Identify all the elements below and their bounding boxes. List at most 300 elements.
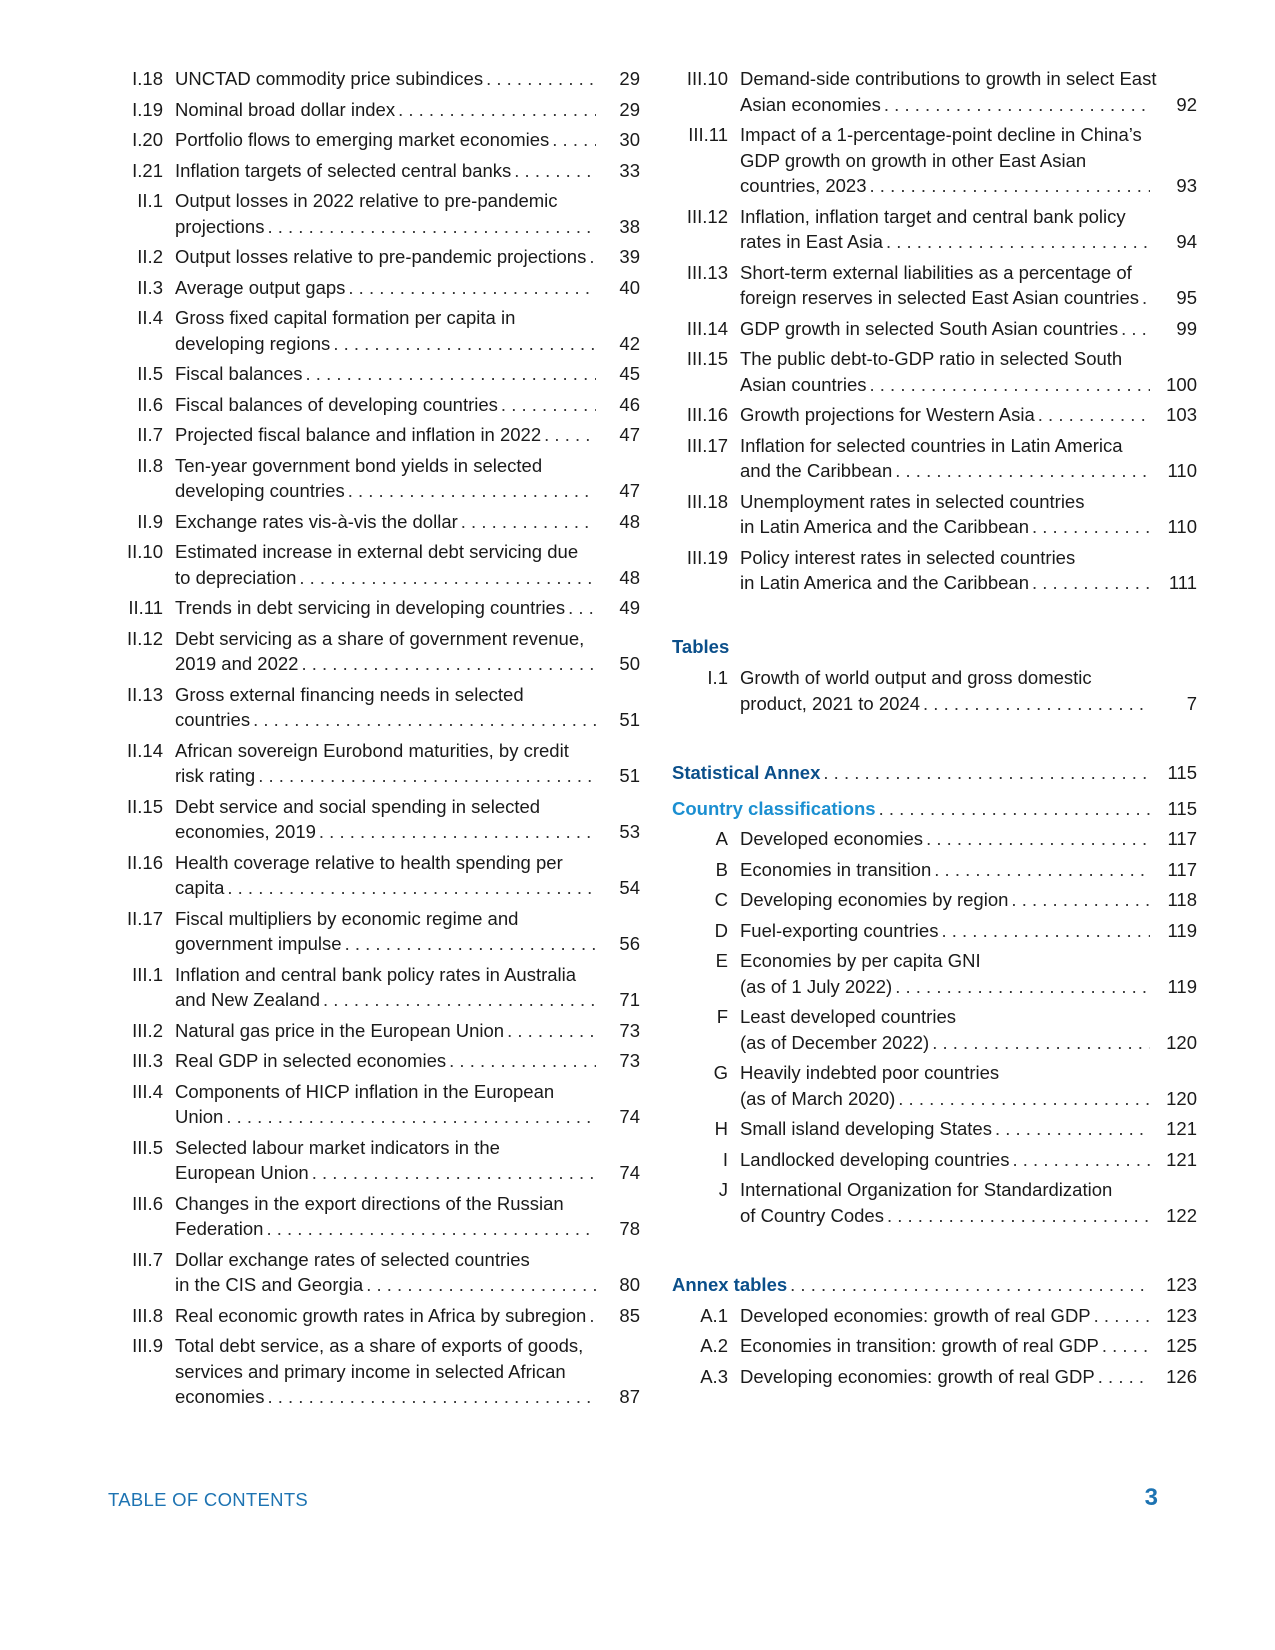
toc-entry[interactable] <box>118 244 640 270</box>
leader-dots <box>298 651 596 677</box>
toc-entry-page: 47 <box>619 424 640 445</box>
toc-entry-page: 29 <box>619 68 640 89</box>
toc-entry[interactable] <box>672 545 1197 596</box>
toc-entry-page: 38 <box>619 215 640 237</box>
toc-entry[interactable] <box>118 1303 640 1329</box>
leader-dots <box>264 1384 596 1410</box>
toc-entry-title: European Union <box>175 1162 309 1183</box>
annex-tables-list <box>672 1303 1197 1390</box>
leader-dots <box>1099 1333 1150 1359</box>
toc-entry-body <box>163 850 640 901</box>
toc-entry-title: Real GDP in selected economies <box>175 1050 447 1071</box>
toc-entry-title: developing regions <box>175 332 331 354</box>
toc-entry-number: A.3 <box>700 1365 728 1387</box>
toc-entry[interactable] <box>118 962 640 1013</box>
leader-dots <box>1035 402 1150 428</box>
toc-entry-page: 50 <box>619 653 640 674</box>
toc-entry[interactable] <box>672 887 1197 913</box>
toc-entry-body <box>163 453 640 504</box>
footer-section-label: TABLE OF CONTENTS <box>108 1489 309 1510</box>
toc-entry-last-line <box>740 285 1197 311</box>
toc-entry-number: C <box>714 889 728 910</box>
toc-entry[interactable] <box>118 1247 640 1298</box>
toc-entry-page: 73 <box>619 1019 640 1041</box>
toc-entry[interactable] <box>672 1060 1197 1111</box>
toc-entry[interactable] <box>672 204 1197 255</box>
toc-entry-number: A.1 <box>700 1304 728 1326</box>
toc-entry-body <box>728 918 1197 944</box>
toc-entry-page: 73 <box>619 1050 640 1071</box>
toc-entry-title: product, 2021 to 2024 <box>740 692 921 714</box>
leader-dots <box>929 1030 1150 1056</box>
toc-entry-page: 92 <box>1176 93 1197 115</box>
toc-entry-title: Asian countries <box>740 373 867 395</box>
toc-entry-number: II.3 <box>137 276 163 298</box>
toc-entry-page: 74 <box>619 1162 640 1183</box>
leader-dots <box>395 97 596 123</box>
toc-entry-body <box>163 158 640 184</box>
toc-entry-page: 120 <box>1166 1087 1197 1109</box>
toc-entry-body <box>728 346 1197 397</box>
leader-dots <box>1029 514 1150 540</box>
toc-entry-title: Fuel-exporting countries <box>740 919 939 941</box>
toc-entry[interactable] <box>118 392 640 418</box>
toc-entry[interactable] <box>672 857 1197 883</box>
toc-entry[interactable] <box>672 826 1197 852</box>
toc-entry[interactable] <box>118 906 640 957</box>
toc-entry-title: Exchange rates vis-à-vis the dollar <box>175 510 458 532</box>
toc-entry-title-line: Inflation for selected countries in Latin America <box>740 434 1123 456</box>
toc-entry-title: Projected fiscal balance and inflation in 2022 <box>175 424 542 445</box>
leader-dots <box>345 275 596 301</box>
toc-entry-last-line <box>175 392 640 418</box>
toc-entry-last-line <box>175 707 640 733</box>
toc-entry-title: Average output gaps <box>175 276 346 298</box>
toc-entry-page: 119 <box>1167 919 1197 941</box>
toc-entry[interactable] <box>118 453 640 504</box>
toc-entry[interactable] <box>672 948 1197 999</box>
toc-entry-number: II.10 <box>127 541 163 562</box>
toc-entry[interactable] <box>672 1303 1197 1329</box>
toc-entry[interactable] <box>118 127 640 153</box>
toc-entry-page: 94 <box>1176 231 1197 252</box>
toc-entry-title-line: services and primary income in selected African <box>175 1360 566 1382</box>
toc-entry[interactable] <box>118 850 640 901</box>
toc-entry-page: 29 <box>619 98 640 120</box>
toc-entry[interactable] <box>118 1018 640 1044</box>
toc-entry-last-line <box>740 691 1197 717</box>
toc-entry[interactable] <box>118 1333 640 1410</box>
leader-dots <box>884 1203 1150 1229</box>
toc-entry-number: D <box>714 919 728 941</box>
toc-entry[interactable] <box>672 346 1197 397</box>
toc-entry-body <box>728 316 1197 342</box>
leader-dots <box>1095 1364 1150 1390</box>
toc-entry-last-line <box>175 361 640 387</box>
toc-entry[interactable] <box>118 97 640 123</box>
toc-entry-title-line: Selected labour market indicators in the <box>175 1136 500 1158</box>
country-classifications-label: Country classifications <box>672 797 876 819</box>
toc-entry-body <box>728 545 1197 596</box>
toc-entry-page: 45 <box>619 363 640 384</box>
toc-entry-body <box>728 204 1197 255</box>
toc-entry-number: II.4 <box>137 307 163 328</box>
toc-entry[interactable] <box>118 158 640 184</box>
toc-entry-title: Fiscal balances <box>175 363 303 384</box>
toc-entry-title: and the Caribbean <box>740 460 893 481</box>
toc-entry-title: and New Zealand <box>175 989 321 1010</box>
toc-entry[interactable] <box>672 1147 1197 1173</box>
toc-entry-number: E <box>715 950 728 971</box>
toc-entry-last-line <box>175 1048 640 1074</box>
toc-entry-last-line <box>740 92 1197 118</box>
toc-entry-body <box>728 857 1197 883</box>
leader-dots <box>586 244 596 270</box>
toc-entry-title-line: Fiscal multipliers by economic regime and <box>175 907 519 929</box>
toc-entry[interactable] <box>672 1116 1197 1142</box>
toc-entry-title-line: Heavily indebted poor countries <box>740 1062 1000 1083</box>
toc-entry-body <box>728 260 1197 311</box>
toc-entry-last-line <box>740 1086 1197 1112</box>
leader-dots <box>309 1160 596 1186</box>
tables-heading[interactable] <box>672 634 1197 660</box>
toc-entry-body <box>163 1191 640 1242</box>
toc-entry-title: Real economic growth rates in Africa by subregion <box>175 1304 587 1326</box>
toc-entry[interactable] <box>672 316 1197 342</box>
toc-entry-last-line <box>740 173 1197 199</box>
toc-entry-number: III.12 <box>686 205 728 227</box>
toc-entry-body <box>728 433 1197 484</box>
leader-dots <box>866 372 1150 398</box>
toc-entry-title: Developed economies <box>740 828 924 849</box>
toc-entry-title: Union <box>175 1106 224 1127</box>
toc-entry[interactable] <box>672 66 1197 117</box>
toc-entry-last-line <box>175 1384 640 1410</box>
toc-entry-number: II.2 <box>137 246 163 267</box>
toc-entry-body <box>163 305 640 356</box>
toc-entry-body <box>728 1060 1197 1111</box>
toc-entry[interactable] <box>672 433 1197 484</box>
toc-entry-page: 103 <box>1166 404 1197 425</box>
toc-entry-last-line <box>740 402 1197 428</box>
annex-tables-heading[interactable] <box>672 1272 1197 1298</box>
toc-entry-body <box>163 1048 640 1074</box>
toc-entry[interactable] <box>118 1079 640 1130</box>
toc-entry[interactable] <box>672 1364 1197 1390</box>
toc-entry-title: projections <box>175 215 265 237</box>
toc-entry-number: II.13 <box>127 683 163 705</box>
footer-page-number: 3 <box>1144 1484 1158 1511</box>
toc-entry-title: 2019 and 2022 <box>175 653 299 674</box>
toc-entry-last-line <box>175 987 640 1013</box>
toc-entry-body <box>728 948 1197 999</box>
leader-dots <box>296 565 596 591</box>
toc-entry-number: B <box>715 858 728 880</box>
toc-entry-body <box>163 66 640 92</box>
toc-entry-number: I.1 <box>707 667 728 688</box>
toc-entry-body <box>728 66 1197 117</box>
statistical-annex-page: 115 <box>1167 762 1197 783</box>
toc-entry-last-line <box>740 974 1197 1000</box>
toc-entry-number: II.6 <box>137 393 163 415</box>
leader-dots <box>263 1216 596 1242</box>
toc-entry-number: II.17 <box>127 907 163 929</box>
toc-entry-title: Nominal broad dollar index <box>175 98 396 120</box>
toc-entry-page: 121 <box>1166 1118 1197 1139</box>
toc-entry-title-line: Output losses in 2022 relative to pre-pandemic <box>175 190 558 211</box>
toc-entry-title: Output losses relative to pre-pandemic projections <box>175 246 587 267</box>
toc-entry-number: II.8 <box>137 454 163 476</box>
leader-dots <box>320 987 596 1013</box>
toc-entry-number: II.7 <box>137 424 163 445</box>
toc-entry[interactable] <box>118 794 640 845</box>
toc-entry[interactable] <box>672 1004 1197 1055</box>
toc-entry-page: 51 <box>619 765 640 786</box>
toc-entry-number: I.21 <box>132 159 163 181</box>
toc-entry-last-line <box>175 1018 640 1044</box>
toc-entry-last-line <box>175 1272 640 1298</box>
toc-entry-number: III.13 <box>686 261 728 283</box>
toc-entry[interactable] <box>118 682 640 733</box>
toc-entry-last-line <box>175 763 640 789</box>
toc-entry-title-line: GDP growth on growth in other East Asian <box>740 149 1087 171</box>
toc-entry-last-line <box>175 875 640 901</box>
toc-entry-number: III.2 <box>132 1019 163 1041</box>
toc-entry-body <box>728 1004 1197 1055</box>
leader-dots <box>876 796 1150 822</box>
toc-entry-number: H <box>714 1118 728 1139</box>
toc-entry[interactable] <box>118 738 640 789</box>
toc-entry-page: 125 <box>1166 1335 1197 1356</box>
toc-entry-body <box>163 509 640 535</box>
toc-entry-page: 93 <box>1176 175 1197 196</box>
toc-entry-page: 51 <box>619 709 640 730</box>
leader-dots <box>541 422 596 448</box>
country-classifications-heading[interactable] <box>672 796 1197 822</box>
toc-entry-page: 53 <box>619 821 640 842</box>
toc-entry-title: (as of 1 July 2022) <box>740 975 893 997</box>
figures-list-continued <box>672 66 1197 596</box>
leader-dots <box>1008 887 1150 913</box>
toc-entry-title-line: Short-term external liabilities as a percentage of <box>740 261 1132 283</box>
toc-entry-last-line <box>740 1364 1197 1390</box>
toc-entry-title: Developed economies: growth of real GDP <box>740 1304 1091 1326</box>
toc-entry-title: Small island developing States <box>740 1118 992 1139</box>
toc-entry-number: II.15 <box>127 795 163 817</box>
leader-dots <box>1009 1147 1150 1173</box>
toc-entry-page: 48 <box>619 566 640 588</box>
toc-entry-page: 30 <box>619 129 640 150</box>
toc-entry-title: Trends in debt servicing in developing countries <box>175 597 566 618</box>
toc-entry-title: UNCTAD commodity price subindices <box>175 68 484 89</box>
toc-entry[interactable] <box>672 122 1197 199</box>
toc-entry[interactable] <box>118 595 640 621</box>
toc-entry[interactable] <box>118 509 640 535</box>
statistical-annex-heading[interactable] <box>672 760 1197 786</box>
toc-entry-number: III.4 <box>132 1080 163 1102</box>
toc-entry-last-line <box>175 595 640 621</box>
toc-entry[interactable] <box>118 361 640 387</box>
toc-entry-last-line <box>740 1030 1197 1056</box>
toc-entry-last-line <box>175 127 640 153</box>
toc-entry-body <box>163 275 640 301</box>
leader-dots <box>565 595 596 621</box>
leader-dots <box>883 229 1150 255</box>
toc-entry[interactable] <box>672 918 1197 944</box>
toc-entry-title: to depreciation <box>175 566 297 588</box>
toc-entry-body <box>163 682 640 733</box>
toc-entry-page: 119 <box>1167 975 1197 997</box>
toc-entry-last-line <box>175 158 640 184</box>
toc-entry-title: GDP growth in selected South Asian countries <box>740 317 1119 339</box>
leader-dots <box>303 361 596 387</box>
toc-entry-last-line <box>175 244 640 270</box>
leader-dots <box>223 1104 596 1130</box>
toc-entry-title-line: International Organization for Standardization <box>740 1179 1113 1200</box>
toc-entry[interactable] <box>118 1048 640 1074</box>
toc-entry-body <box>163 188 640 239</box>
toc-entry-title-line: Total debt service, as a share of exports of goods, <box>175 1335 584 1356</box>
toc-entry-last-line <box>175 509 640 535</box>
leader-dots <box>881 92 1150 118</box>
toc-entry[interactable] <box>118 66 640 92</box>
leader-dots <box>483 66 596 92</box>
toc-entry-title-line: Least developed countries <box>740 1006 956 1027</box>
toc-entry-title-line: Estimated increase in external debt servicing due <box>175 541 579 562</box>
toc-entry-page: 33 <box>619 159 640 181</box>
toc-entry-last-line <box>740 1333 1197 1359</box>
leader-dots <box>549 127 596 153</box>
toc-entry-last-line <box>740 887 1197 913</box>
leader-dots <box>446 1048 596 1074</box>
toc-entry-last-line <box>740 570 1197 596</box>
toc-entry[interactable] <box>672 260 1197 311</box>
toc-entry-title-line: Gross external financing needs in selected <box>175 683 524 705</box>
toc-entry-last-line <box>740 1116 1197 1142</box>
toc-entry-title: Economies in transition <box>740 858 932 880</box>
toc-entry-number: I <box>722 1148 728 1170</box>
leader-dots <box>892 458 1150 484</box>
toc-entry-title: Portfolio flows to emerging market economies <box>175 129 550 150</box>
leader-dots <box>820 760 1150 786</box>
toc-entry[interactable] <box>672 665 1197 716</box>
toc-entry-number: III.7 <box>132 1248 163 1270</box>
leader-dots <box>345 478 596 504</box>
toc-entry-body <box>728 887 1197 913</box>
toc-right-column <box>672 66 1197 1394</box>
toc-entry-body <box>728 489 1197 540</box>
toc-entry-number: II.5 <box>137 363 163 384</box>
leader-dots <box>892 974 1150 1000</box>
toc-entry-last-line <box>175 214 640 240</box>
toc-entry[interactable] <box>672 402 1197 428</box>
toc-entry-page: 123 <box>1166 1304 1197 1326</box>
statistical-annex-label: Statistical Annex <box>672 762 821 783</box>
classifications-list <box>672 826 1197 1228</box>
toc-entry[interactable] <box>118 305 640 356</box>
toc-entry-last-line <box>175 1104 640 1130</box>
toc-entry-body <box>728 1116 1197 1142</box>
toc-entry-title-line: Inflation, inflation target and central bank policy <box>740 205 1126 227</box>
tables-list <box>672 665 1197 716</box>
toc-entry[interactable] <box>118 275 640 301</box>
toc-entry-title: government impulse <box>175 933 342 954</box>
toc-entry-title: risk rating <box>175 765 256 786</box>
tables-heading-label: Tables <box>672 635 730 657</box>
leader-dots <box>586 1303 596 1329</box>
toc-entry-last-line <box>175 1303 640 1329</box>
toc-entry-page: 121 <box>1166 1148 1197 1170</box>
toc-entry-number: A <box>715 828 728 849</box>
toc-entry-page: 74 <box>619 1106 640 1127</box>
toc-entry[interactable] <box>118 539 640 590</box>
toc-entry-title: rates in East Asia <box>740 231 883 252</box>
toc-entry-last-line <box>175 565 640 591</box>
toc-entry-page: 54 <box>619 877 640 898</box>
toc-entry[interactable] <box>118 1135 640 1186</box>
leader-dots <box>330 331 596 357</box>
toc-entry-title: Natural gas price in the European Union <box>175 1019 505 1041</box>
toc-entry-page: 85 <box>619 1304 640 1326</box>
toc-entry[interactable] <box>672 1177 1197 1228</box>
toc-entry[interactable] <box>672 1333 1197 1359</box>
toc-entry-last-line <box>740 1203 1197 1229</box>
toc-entry-title: of Country Codes <box>740 1204 884 1226</box>
toc-entry-title-line: The public debt-to-GDP ratio in selected South <box>740 348 1123 369</box>
toc-entry-number: III.9 <box>132 1335 163 1356</box>
toc-entry-page: 122 <box>1166 1204 1197 1226</box>
toc-entry-last-line <box>175 275 640 301</box>
toc-entry-title-line: Unemployment rates in selected countries <box>740 490 1085 512</box>
toc-entry-page: 47 <box>619 480 640 501</box>
toc-entry-body <box>728 665 1197 716</box>
toc-entry-number: I.20 <box>132 129 163 150</box>
toc-entry-title-line: Debt servicing as a share of government revenue, <box>175 627 585 649</box>
toc-entry-last-line <box>175 819 640 845</box>
toc-entry[interactable] <box>118 1191 640 1242</box>
toc-entry-title-line: Changes in the export directions of the Russian <box>175 1192 564 1214</box>
leader-dots <box>316 819 596 845</box>
toc-entry[interactable] <box>672 489 1197 540</box>
leader-dots <box>511 158 596 184</box>
leader-dots <box>255 763 596 789</box>
toc-entry-number: II.9 <box>137 510 163 532</box>
toc-entry-last-line <box>740 918 1197 944</box>
toc-entry-last-line <box>740 857 1197 883</box>
toc-entry-body <box>163 595 640 621</box>
toc-entry-number: III.3 <box>132 1050 163 1071</box>
toc-entry-number: II.16 <box>127 851 163 873</box>
leader-dots <box>342 931 596 957</box>
toc-entry-page: 78 <box>619 1218 640 1239</box>
toc-entry[interactable] <box>118 422 640 448</box>
leader-dots <box>250 707 596 733</box>
toc-entry-number: III.1 <box>132 963 163 985</box>
toc-entry[interactable] <box>118 626 640 677</box>
leader-dots <box>458 509 596 535</box>
toc-entry-title: Developing economies by region <box>740 889 1009 910</box>
toc-entry-last-line <box>175 97 640 123</box>
toc-entry-title: in the CIS and Georgia <box>175 1274 364 1295</box>
toc-entry-page: 117 <box>1167 828 1197 849</box>
toc-entry[interactable] <box>118 188 640 239</box>
toc-entry-title-line: Policy interest rates in selected countries <box>740 546 1076 568</box>
toc-entry-number: II.12 <box>127 627 163 649</box>
toc-entry-last-line <box>175 1160 640 1186</box>
toc-entry-body <box>728 402 1197 428</box>
toc-entry-last-line <box>740 458 1197 484</box>
toc-entry-number: III.17 <box>686 434 728 456</box>
